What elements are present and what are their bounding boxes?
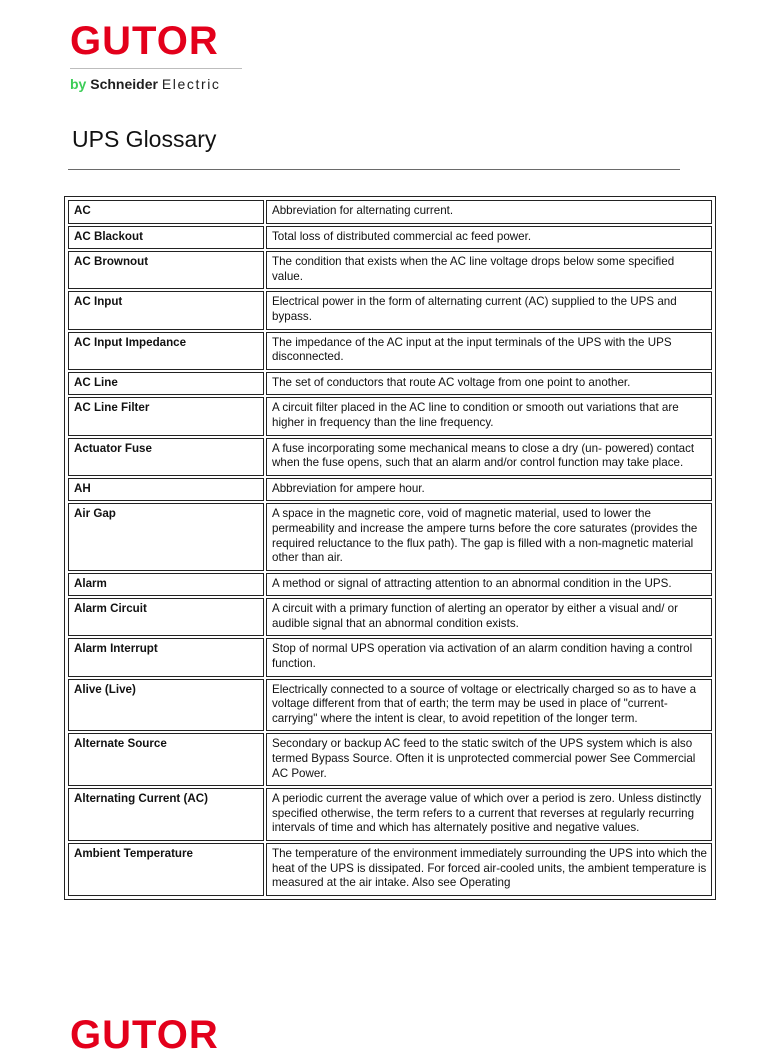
glossary-definition: A method or signal of attracting attention to an abnormal condition in the UPS. [266, 573, 712, 597]
table-row [68, 679, 712, 732]
glossary-term: Actuator Fuse [68, 438, 264, 476]
glossary-definition: Abbreviation for alternating current. [266, 200, 712, 224]
table-row [68, 638, 712, 676]
table-row [68, 733, 712, 786]
glossary-definition: Stop of normal UPS operation via activation of an alarm condition having a control function. [266, 638, 712, 676]
logo-wordmark: GUTOR [70, 19, 219, 63]
logo-electric: Electric [161, 76, 221, 92]
glossary-definition: A space in the magnetic core, void of magnetic material, used to lower the permeability and increase the ampere turns before the core saturates (provides the required reluctance to the flux path). The gap is filled with a non-magnetic material other than air. [266, 503, 712, 570]
glossary-definition: A circuit filter placed in the AC line to condition or smooth out variations that are higher in frequency than the line frequency. [266, 397, 712, 435]
footer-logo: GUTOR [70, 1013, 219, 1057]
table-row [68, 573, 712, 597]
glossary-term: AC [68, 200, 264, 224]
table-row [68, 788, 712, 841]
page-title: UPS Glossary [72, 126, 217, 152]
table-row [68, 372, 712, 396]
glossary-term: AC Brownout [68, 251, 264, 289]
glossary-term: AC Input Impedance [68, 332, 264, 370]
logo-subtitle [70, 76, 221, 92]
glossary-definition: Secondary or backup AC feed to the static switch of the UPS system which is also termed Bypass Source. Often it is unprotected commercial power See Commercial AC Power. [266, 733, 712, 786]
glossary-definition: Abbreviation for ampere hour. [266, 478, 712, 502]
glossary-term: Alternate Source [68, 733, 264, 786]
glossary-term: AH [68, 478, 264, 502]
glossary-term: Air Gap [68, 503, 264, 570]
glossary-term: Alarm Interrupt [68, 638, 264, 676]
glossary-definition: A periodic current the average value of which over a period is zero. Unless distinctly specified otherwise, the term refers to a current that reverses at regularly recurring intervals of time and which has alternately positive and negative values. [266, 788, 712, 841]
table-row [68, 478, 712, 502]
logo-brand: Schneider [90, 76, 158, 92]
logo-by: by [70, 76, 87, 92]
table-row [68, 503, 712, 570]
table-row [68, 397, 712, 435]
title-divider [68, 169, 680, 170]
glossary-table [66, 198, 714, 898]
table-row [68, 291, 712, 329]
glossary-definition: Electrically connected to a source of voltage or electrically charged so as to have a voltage different from that of earth; the term may be used in place of "current-carrying" where the intent is clear, to avoid repetition of the longer term. [266, 679, 712, 732]
glossary-term: Ambient Temperature [68, 843, 264, 896]
glossary-definition: The condition that exists when the AC line voltage drops below some specified value. [266, 251, 712, 289]
glossary-definition: Total loss of distributed commercial ac feed power. [266, 226, 712, 250]
glossary-definition: A circuit with a primary function of alerting an operator by either a visual and/ or audible signal that an abnormal condition exists. [266, 598, 712, 636]
glossary-term: AC Input [68, 291, 264, 329]
gutor-logo [70, 19, 260, 92]
glossary-table-frame [64, 196, 716, 900]
glossary-term: AC Line [68, 372, 264, 396]
table-row [68, 438, 712, 476]
table-row [68, 843, 712, 896]
glossary-table-body [68, 200, 712, 896]
logo-divider [70, 68, 242, 69]
glossary-term: AC Line Filter [68, 397, 264, 435]
glossary-term: Alternating Current (AC) [68, 788, 264, 841]
glossary-definition: The set of conductors that route AC voltage from one point to another. [266, 372, 712, 396]
glossary-definition: The temperature of the environment immediately surrounding the UPS into which the heat of the UPS is dissipated. For forced air-cooled units, the ambient temperature is measured at the air intake. Also see Operating [266, 843, 712, 896]
table-row [68, 251, 712, 289]
table-row [68, 598, 712, 636]
glossary-term: Alive (Live) [68, 679, 264, 732]
glossary-definition: A fuse incorporating some mechanical means to close a dry (un- powered) contact when the fuse opens, such that an alarm and/or control function may take place. [266, 438, 712, 476]
table-row [68, 226, 712, 250]
glossary-term: AC Blackout [68, 226, 264, 250]
glossary-definition: Electrical power in the form of alternating current (AC) supplied to the UPS and bypass. [266, 291, 712, 329]
glossary-term: Alarm [68, 573, 264, 597]
table-row [68, 332, 712, 370]
table-row [68, 200, 712, 224]
glossary-definition: The impedance of the AC input at the input terminals of the UPS with the UPS disconnected. [266, 332, 712, 370]
glossary-term: Alarm Circuit [68, 598, 264, 636]
